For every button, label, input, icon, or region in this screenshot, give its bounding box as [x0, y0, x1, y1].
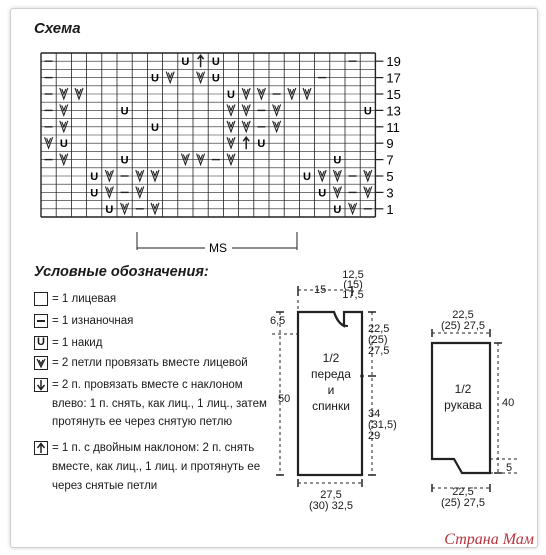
- yarnover-symbol: U: [90, 171, 99, 183]
- yarnover-symbol: U: [333, 154, 342, 167]
- legend-item-k2tog: = 2 петли провязать вместе лицевой: [34, 356, 248, 370]
- legend-item-cdd: = 1 п. с двойным наклоном: 2 п. снять: [34, 441, 254, 455]
- repeat-label: MS: [209, 241, 227, 255]
- neck-width-right: 12,5 (15) 17,5: [342, 269, 364, 301]
- sleeve-top-width: 22,5 (25) 27,5: [440, 309, 486, 332]
- yarnover-symbol: U: [333, 203, 342, 216]
- row-number: 13: [386, 103, 401, 119]
- legend-item-knit: = 1 лицевая: [34, 292, 116, 306]
- yarnover-symbol: U: [318, 187, 327, 200]
- sleeve-piece-label: 1/2 рукава: [444, 382, 482, 412]
- yarnover-symbol: U: [59, 138, 68, 151]
- row-number: 1: [386, 201, 394, 217]
- legend-title: Условные обозначения:: [34, 264, 209, 280]
- row-number: 9: [386, 136, 394, 152]
- u-box-icon: U: [34, 336, 48, 350]
- legend-item-purl: = 1 изнаночная: [34, 314, 133, 328]
- yarnover-symbol: U: [120, 105, 129, 118]
- row-number: 5: [386, 169, 394, 184]
- yarnover-symbol: U: [211, 56, 220, 69]
- neck-depth: 6,5: [270, 315, 286, 327]
- yarnover-symbol: U: [90, 187, 99, 200]
- row-number: 15: [386, 87, 401, 102]
- sleeve-bottom-width: 22,5 (25) 27,5: [440, 486, 486, 509]
- watermark-logo: Страна Мам: [444, 531, 534, 548]
- yarnover-symbol: U: [363, 105, 372, 118]
- yarnover-symbol: U: [227, 89, 235, 101]
- armhole-depth: 22,5 (25) 27,5: [368, 323, 390, 357]
- yarnover-symbol: U: [181, 56, 190, 69]
- schema-title: Схема: [34, 20, 81, 37]
- legend-item-cdd-cont-2: через снятые петли: [52, 480, 158, 492]
- row-number: 19: [386, 54, 401, 70]
- yarnover-symbol: U: [120, 154, 129, 167]
- legend-item-ssk-cont-2: протянуть ее через снятую петлю: [52, 416, 233, 428]
- body-piece-label: 1/2 переда и спинки: [311, 351, 351, 413]
- yarnover-symbol: U: [211, 72, 220, 85]
- neck-width-left: 15: [314, 284, 327, 296]
- legend-item-yarnover: U = 1 накид: [34, 336, 102, 350]
- legend-item-cdd-cont-1: вместе, как лиц., 1 лиц. и протянуть ее: [52, 461, 261, 473]
- legend-item-ssk: = 2 п. провязать вместе с наклоном: [34, 378, 243, 392]
- side-length: 34 (31,5) 29: [368, 408, 397, 442]
- yarnover-symbol: U: [151, 121, 159, 134]
- body-width: 27,5 (30) 32,5: [308, 489, 354, 512]
- row-number: 7: [386, 152, 394, 168]
- cuff-height: 5: [506, 462, 513, 474]
- row-number: 3: [386, 185, 394, 201]
- yarnover-symbol: U: [151, 72, 159, 85]
- row-number: 11: [386, 119, 400, 135]
- yarnover-symbol: U: [257, 138, 266, 151]
- yarnover-symbol: U: [105, 203, 114, 216]
- total-length: 50: [278, 393, 291, 405]
- yarnover-symbol: U: [303, 171, 311, 183]
- row-number: 17: [386, 70, 401, 86]
- sleeve-length: 40: [502, 397, 515, 409]
- legend-item-ssk-cont-1: влево: 1 п. снять, как лиц., 1 лиц., затем: [52, 398, 267, 410]
